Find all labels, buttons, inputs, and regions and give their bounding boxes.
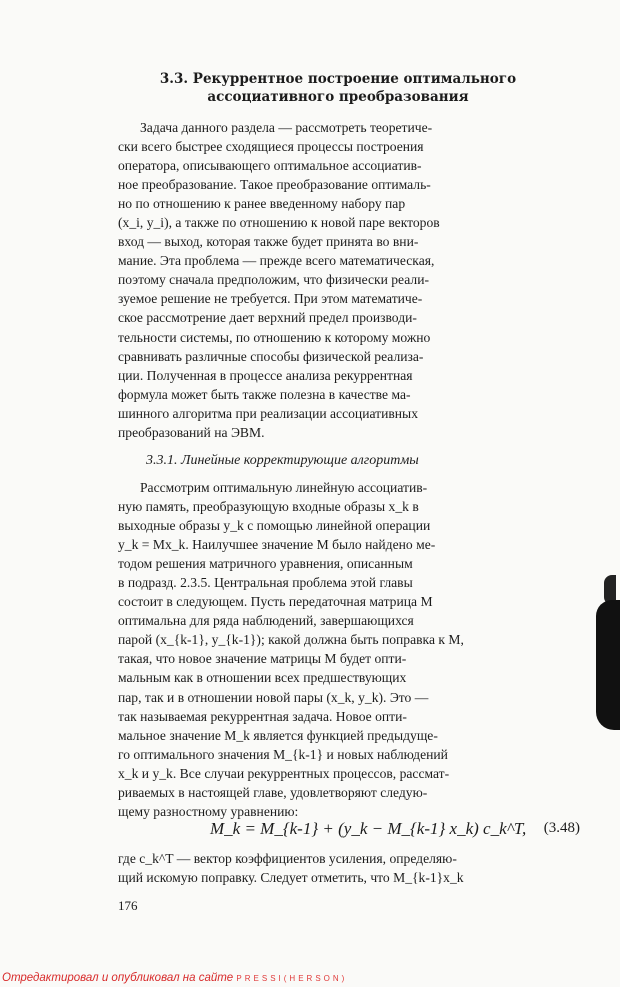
text-line: y_k = Mx_k. Наилучшее значение M было найдено ме- [118,537,436,553]
section-heading-line: ассоциативного преобразования [207,89,469,105]
text-line: Задача данного раздела — рассмотреть теоретиче- [140,120,433,135]
text-line: ское рассмотрение дает верхний предел производи- [118,310,417,326]
text-line: ции. Полученная в процессе анализа рекуррентная [118,367,413,383]
section-heading-line: 3.3. Рекуррентное построение оптимального [159,71,517,87]
text-line: выходные образы y_k с помощью линейной операции [118,518,431,534]
text-line: мальным как в отношении всех предшествующих [118,670,407,686]
text-line: ную память, преобразующую входные образы x_k в [118,499,419,515]
text-line: ное преобразование. Такое преобразование оптималь- [118,177,431,193]
scan-artifact [596,600,620,730]
text-line: щему разностному уравнению: [118,803,299,819]
text-line: такая, что новое значение матрицы M будет опти- [118,651,407,667]
text-line: Рассмотрим оптимальную линейную ассоциатив- [140,480,428,495]
equation-3-48 [118,817,580,843]
text-line: риваемых в настоящей главе, удовлетворяют следую- [118,784,428,800]
text-line: оператора, описывающего оптимальное ассоциатив- [118,158,422,174]
text-line: поэтому сначала предположим, что физически реали- [118,272,429,288]
text-line: щий искомую поправку. Следует отметить, что M_{k-1}x_k [118,870,464,886]
text-line: состоит в следующем. Пусть передаточная матрица M [118,594,433,610]
section-heading [118,70,558,106]
paragraph-gain-vector [118,849,580,887]
text-line: в подразд. 2.3.5. Центральная проблема этой главы [118,575,413,591]
text-line: пар, так и в отношении новой пары (x_k, y_k). Это — [118,689,429,705]
text-line: оптимальна для ряда наблюдений, завершающихся [118,613,414,629]
text-line: ски всего быстрее сходящиеся процессы построения [118,139,424,155]
text-line: (x_i, y_i), а также по отношению к новой паре векторов [118,215,440,231]
footer-credit[interactable] [2,971,618,985]
paragraph-linear-memory [118,478,580,821]
text-line: мальное значение M_k является функцией предыдуще- [118,727,438,743]
text-line: тодом решения матричного уравнения, описанным [118,556,413,572]
subsection-heading: 3.3.1. Линейные корректирующие алгоритмы [146,453,419,468]
equation-number: (3.48) [543,820,580,836]
text-line: зуемое решение не требуется. При этом математиче- [118,291,423,307]
footer-text: Отредактировал и опубликовал на сайте [2,972,234,984]
text-line: x_k и y_k. Все случаи рекуррентных процессов, рассмат- [118,765,450,781]
footer-brand[interactable]: PRESSI(HERSON) [236,974,348,983]
text-line: сравнивать различные способы физической реализа- [118,348,424,364]
equation-expression: M_k = M_{k-1} + (y_k − M_{k-1} x_k) c_k^T, [210,819,527,838]
text-line: но по отношению к ранее введенному набору пар [118,196,406,212]
text-line: парой (x_{k-1}, y_{k-1}); какой должна быть поправка к M, [118,632,464,648]
text-line: мание. Эта проблема — прежде всего математическая, [118,253,435,269]
text-line: го оптимального значения M_{k-1} и новых наблюдений [118,746,448,762]
text-line: где c_k^T — вектор коэффициентов усиления, определяю- [118,851,457,866]
text-line: тельности системы, по отношению к которому можно [118,329,431,345]
text-line: вход — выход, которая также будет принята во вни- [118,234,419,250]
text-line: так называемая рекуррентная задача. Новое опти- [118,708,407,724]
text-line: формула может быть также полезна в качестве ма- [118,386,411,402]
text-line: преобразований на ЭВМ. [118,424,265,440]
text-line: шинного алгоритма при реализации ассоциативных [118,405,418,421]
page-number: 176 [118,898,138,913]
paragraph-intro [118,118,580,442]
